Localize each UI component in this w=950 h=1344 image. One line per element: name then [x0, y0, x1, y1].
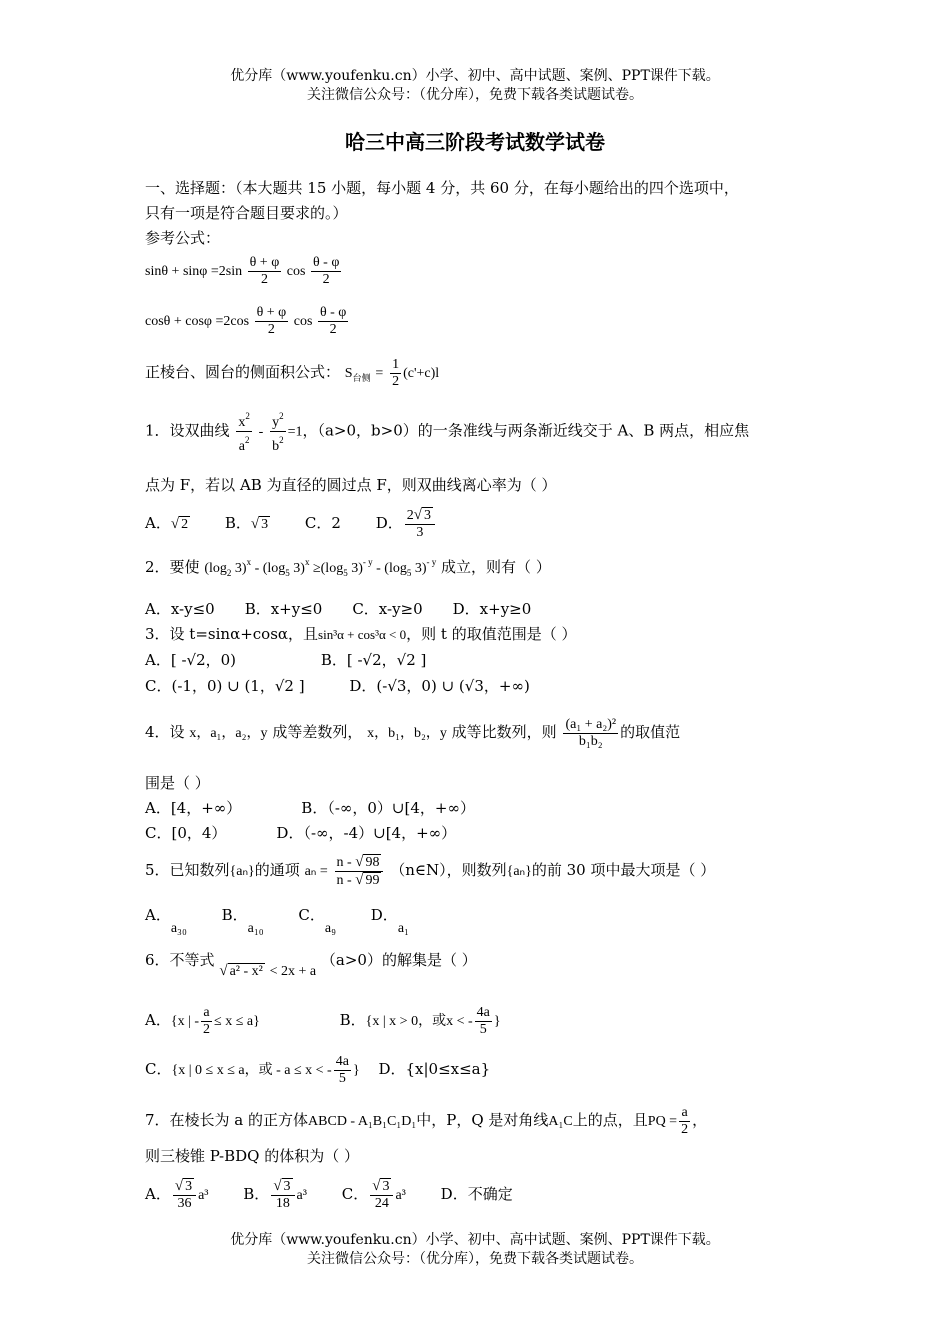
- reference-label: 参考公式：: [145, 229, 221, 247]
- section-intro-1: 一、选择题：（本大题共 15 小题，每小题 4 分，共 60 分，在每小题给出的四个选项中，: [145, 179, 739, 197]
- question-4-options-ab: A．[4，+∞） B．（-∞，0）∪[4，+∞）: [145, 799, 475, 817]
- question-6-options-ab: A．{x | - $\frac{a}{2}$ ≤ x ≤ a} B．{x | x > 0，或x < - $\frac{4a}{5}$ }: [145, 1004, 501, 1037]
- question-2-options: A．x-y≤0 B．x+y≤0 C．x-y≥0 D．x+y≥0: [145, 600, 532, 618]
- footer-line-1: 优分库（www.youfenku.cn）小学、初中、高中试题、案例、PPT课件下载。: [230, 1232, 720, 1248]
- question-5: 5．已知数列{aₙ}的通项 aₙ = $\frac{n - √ 98}{n - √ 99}$ （n∈N），则数列{aₙ}的前 30 项中最大项是（ ）: [145, 853, 716, 888]
- question-6-options-cd: C．{x | 0 ≤ x ≤ a，或 - a ≤ x < - $\frac{4a}{5}$ } D．{x|0≤x≤a}: [145, 1053, 491, 1086]
- section-intro-2: 只有一项是符合题目要求的。）: [145, 204, 348, 222]
- question-2: 2．要使 ($\log_2$ $3)^x - (\log_5$ $3)^x \ge(\log_5$ $3)^{- y} - (\log_5$ 3)$^{- y}$ 成立，则有（ ）: [145, 557, 551, 578]
- question-3: 3．设 t=sinα+cosα，且sin³α + cos³α < 0，则 t 的取值范围是（ ）: [145, 625, 577, 643]
- question-3-options-ab: A．[ -√2，0) B．[ -√2，√2 ]: [145, 651, 427, 669]
- question-4-options-cd: C．[0，4） D．（-∞，-4）∪[4，+∞）: [145, 824, 457, 842]
- question-3-options-cd: C．(-1，0) ∪ (1，√2 ] D．(-√3，0) ∪ (√3，+∞): [145, 677, 530, 695]
- question-1: 1．设双曲线 $\frac{x^2}{a^2}$ - $\frac{y^2}{b^2}$ =1，（a>0，b>0）的一条准线与两条渐近线交于 A、B 两点，相应焦: [145, 408, 749, 455]
- question-4-line-2: 围是（ ）: [145, 774, 210, 792]
- question-7: 7．在棱长为 a 的正方体ABCD - A₁B₁C₁D₁中，P，Q 是对角线A₁C上的点，且PQ = $\frac{a}{2}$ ，: [145, 1104, 708, 1137]
- question-7-line-2: 则三棱锥 P-BDQ 的体积为（ ）: [145, 1147, 359, 1165]
- question-1-line-2: 点为 F，若以 AB 为直径的圆过点 F，则双曲线离心率为（ ）: [145, 476, 557, 494]
- header-line-2: 关注微信公众号：（优分库），免费下载各类试题试卷。: [307, 87, 643, 103]
- question-6: 6．不等式 √ a² - x² < 2x + a （a>0）的解集是（ ）: [145, 951, 477, 979]
- footer-line-2: 关注微信公众号：（优分库），免费下载各类试题试卷。: [307, 1251, 643, 1267]
- question-4: 4．设 x，a₁，a₂，y 成等差数列， x，b₁，b₂，y 成等比数列，则 $\frac{\text{(a₁ + a₂)²}}{\text{b₁b₂}}$ 的取值范: [145, 716, 681, 749]
- header-line-1: 优分库（www.youfenku.cn）小学、初中、高中试题、案例、PPT课件下载。: [230, 68, 720, 84]
- formula-lateral-area: 正棱台、圆台的侧面积公式： $S_{台侧}$ = $\frac{1}{2}$ (c'+c)l: [145, 356, 440, 389]
- page-title: 哈三中高三阶段考试数学试卷: [345, 130, 605, 154]
- question-7-options: A． $\frac{√ 3}{36}$ a³ B． $\frac{√ 3}{18}$ a³ C． $\frac{√ 3}{24}$ a³ D．不确定: [145, 1178, 513, 1211]
- question-1-options: A．√ 2 B．√ 3 C．2 D． $\frac{2√ 3}{3}$: [145, 503, 467, 545]
- formula-sum-cos: cosθ + cosφ =2cos $\frac{\theta + \varphi}{2}$ cos $\frac{\theta - \varphi}{2}$: [145, 305, 347, 338]
- formula-sum-sin: sinθ + sinφ =2sin $\frac{\theta + \varphi}{2}$ cos $\frac{\theta - \varphi}{2}$: [145, 255, 340, 288]
- question-5-options: A．a₃₀ B．a₁₀ C．a₉ D．a₁: [145, 906, 409, 936]
